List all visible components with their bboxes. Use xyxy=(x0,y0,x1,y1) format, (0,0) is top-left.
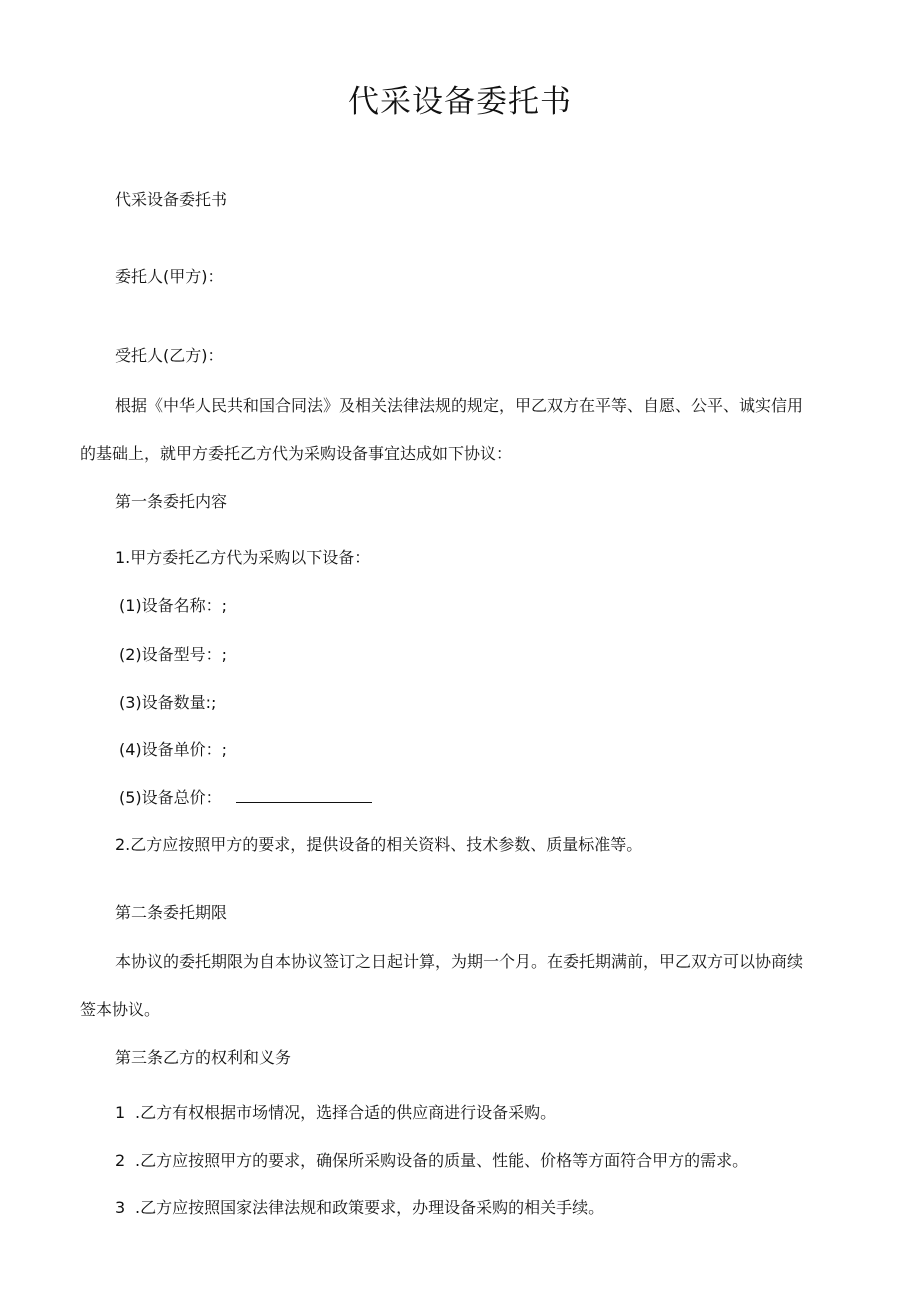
clause-text: .乙方应按照国家法律法规和政策要求，办理设备采购的相关手续。 xyxy=(135,1198,605,1217)
article3-heading: 第三条乙方的权利和义务 xyxy=(115,1048,292,1067)
clause-number: 1 xyxy=(115,1103,126,1122)
article3-clause xyxy=(115,1150,748,1172)
article3-clause xyxy=(115,1197,604,1219)
article2-line-2: 签本协议。 xyxy=(80,1000,161,1019)
equipment-quantity-item: (3)设备数量:; xyxy=(119,693,217,712)
client-label: 委托人(甲方)： xyxy=(115,267,224,286)
clause-text: .乙方有权根据市场情况，选择合适的供应商进行设备采购。 xyxy=(135,1103,557,1122)
document-subtitle: 代采设备委托书 xyxy=(115,190,228,209)
equipment-name-item: (1)设备名称：; xyxy=(119,596,228,615)
document-title: 代采设备委托书 xyxy=(348,84,572,120)
total-price-blank-line xyxy=(236,788,372,803)
article3-clause xyxy=(115,1102,556,1124)
clause-text: .乙方应按照甲方的要求，确保所采购设备的质量、性能、价格等方面符合甲方的需求。 xyxy=(135,1151,749,1170)
article2-line-1: 本协议的委托期限为自本协议签订之日起计算，为期一个月。在委托期满前，甲乙双方可以协商续 xyxy=(115,952,804,971)
agent-label: 受托人(乙方)： xyxy=(115,346,224,365)
clause-number: 2 xyxy=(115,1151,126,1170)
article1-clause1: 1.甲方委托乙方代为采购以下设备： xyxy=(115,548,371,567)
article1-clause2: 2.乙方应按照甲方的要求，提供设备的相关资料、技术参数、质量标准等。 xyxy=(115,835,643,854)
equipment-model-item: (2)设备型号：; xyxy=(119,645,228,664)
equipment-total-price-item xyxy=(119,787,372,809)
intro-line-2: 的基础上，就甲方委托乙方代为采购设备事宜达成如下协议： xyxy=(80,444,513,463)
equipment-total-price-label: (5)设备总价： xyxy=(119,788,222,807)
article2-heading: 第二条委托期限 xyxy=(115,903,228,922)
clause-number: 3 xyxy=(115,1198,126,1217)
equipment-unit-price-item: (4)设备单价：; xyxy=(119,740,228,759)
intro-line-1: 根据《中华人民共和国合同法》及相关法律法规的规定，甲乙双方在平等、自愿、公平、诚实信用 xyxy=(115,396,804,415)
article1-heading: 第一条委托内容 xyxy=(115,492,228,511)
